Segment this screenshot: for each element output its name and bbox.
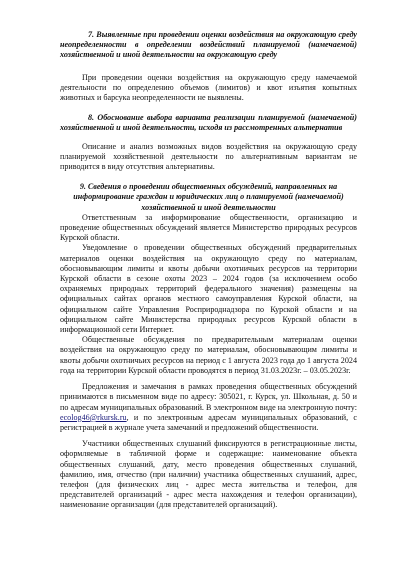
- email-link[interactable]: ecolog46@rkursk.ru: [60, 412, 127, 422]
- section-8-heading: 8. Обоснование выбора варианта реализации планируемой (намечаемой) хозяйственной и иной деятельности, исходя из рассмотренных альтернатив: [60, 113, 357, 133]
- section-9-paragraph-4: [60, 382, 357, 433]
- section-9-paragraph-3: Общественные обсуждения по предварительным материалам оценки воздействия на окружающую среду по материалам, обосновывающим лимиты и квоты добычи охотничьих ресурсов на период с 1 августа 2023 года до 1 августа 2024 года на территории Курской области проводятся в период 31.03.2023г. – 03.05.2023г.: [60, 335, 357, 375]
- section-9-paragraph-2: Уведомление о проведении общественных обсуждений предварительных материалов оценки воздействия на окружающую среду по материалам, обосновывающим лимиты и квоты добычи охотничьих ресурсов на территории Курской области в сезоне охоты 2023 – 2024 годов (за исключением особо охраняемых природных территорий федерального значения) размещены на официальных сайтах органов местного самоуправления Курской области, на официальном сайте Управления Росприроднадзора по Курской области и на официальном сайте Министерства природных ресурсов Курской области в информационной сети Интернет.: [60, 243, 357, 335]
- section-7-text: При проведении оценки воздействия на окружающую среду намечаемой деятельности по определению объемов (лимитов) и квот изъятия копытных животных и барсука неопределенности не выявлены.: [60, 72, 357, 103]
- section-7-heading: 7. Выявленные при проведении оценки воздействия на окружающую среду неопределенности в определении воздействий планируемой (намечаемой) хозяйственной и иной деятельности на окружающую среду: [60, 30, 357, 60]
- document-content: [60, 30, 357, 511]
- section-9-heading: 9. Сведения о проведении общественных обсуждений, направленных на информирование граждан и юридических лиц о планируемой (намечаемой) хозяйственной и иной деятельности: [73, 182, 344, 212]
- paragraph-4-text-end: , и по электронным адресам муниципальных образований, с регистрацией в журнале учета замечаний и предложений общественности.: [60, 412, 357, 432]
- section-9-paragraph-1: Ответственным за информирование общественности, организацию и проведение общественных обсуждений является Министерство природных ресурсов Курской области.: [60, 212, 357, 243]
- paragraph-4-text-start: Предложения и замечания в рамках проведения общественных обсуждений принимаются в письменном виде по адресу: 305021, г. Курск, ул. Школьная, д. 50 и по адресам муниципальных образований. В электронном виде на электронную почту:: [60, 382, 357, 412]
- section-9-paragraph-5: Участники общественных слушаний фиксируются в регистрационные листы, оформляемые в табличной форме и содержащие: наименование объекта общественных слушаний, дату, место проведения общественных слушаний, фамилию, имя, отчество (при наличии) участника общественных слушаний, адрес, телефон (для физических лиц - адрес места жительства и телефон, для представителей организаций - адрес места нахождения и телефон организации), наименование организации (для представителей организаций).: [60, 439, 357, 510]
- section-8-text: Описание и анализ возможных видов воздействия на окружающую среду планируемой хозяйственной деятельности по альтернативным вариантам не приводится в виду отсутствия альтернативы.: [60, 141, 357, 172]
